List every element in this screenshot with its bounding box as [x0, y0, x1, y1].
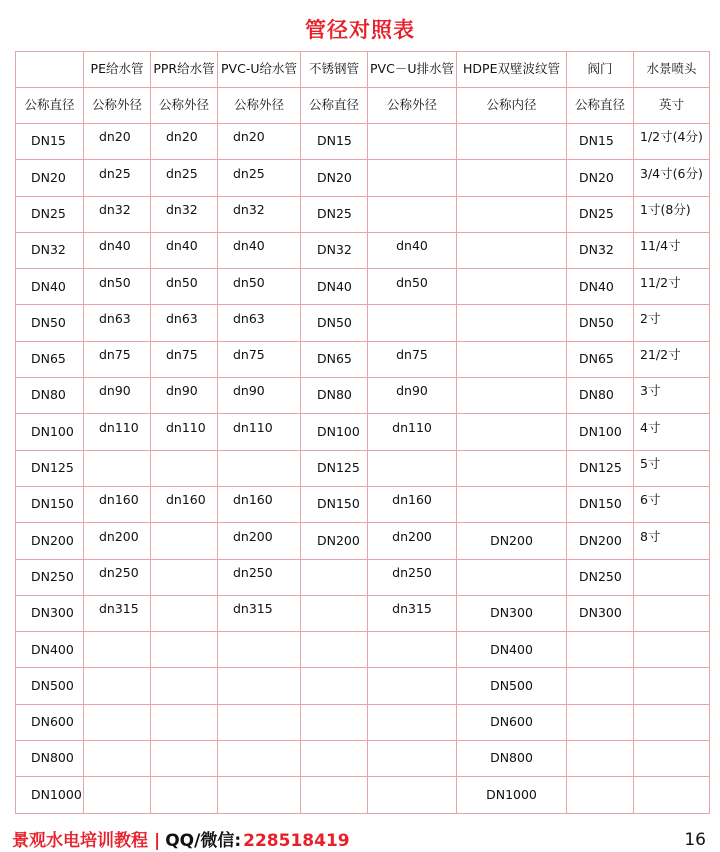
cell-text: 11/4寸: [640, 238, 681, 254]
cell-pe-supply: [84, 704, 151, 740]
cell-valve: DN200: [567, 523, 634, 559]
cell-fountain-nozzle: [634, 741, 710, 777]
cell-ppr-supply: [151, 305, 218, 341]
cell-nominal-diameter: DN400: [16, 632, 84, 668]
cell-pvcu-drain: [368, 414, 457, 450]
cell-text: dn63: [99, 310, 131, 326]
cell-pvcu-drain: [368, 232, 457, 268]
cell-text: 11/2寸: [640, 274, 681, 290]
cell-pe-supply: [84, 595, 151, 631]
cell-text: 1/2寸(4分): [640, 129, 703, 145]
cell-valve: [567, 741, 634, 777]
cell-pvcu-supply: [218, 595, 301, 631]
header-cell-stainless-steel: 不锈钢管: [301, 52, 368, 88]
cell-nominal-diameter: DN40: [16, 269, 84, 305]
cell-fountain-nozzle: [634, 269, 710, 305]
cell-pvcu-supply: [218, 486, 301, 522]
cell-valve: [567, 668, 634, 704]
cell-text: dn90: [396, 383, 428, 399]
table-row: [16, 196, 710, 232]
cell-hdpe-corrugated: [457, 341, 567, 377]
cell-stainless-steel: [301, 777, 368, 813]
cell-nominal-diameter: DN65: [16, 341, 84, 377]
cell-text: dn110: [166, 419, 206, 435]
cell-hdpe-corrugated: [457, 124, 567, 160]
cell-text: dn200: [99, 528, 139, 544]
table-row: [16, 160, 710, 196]
cell-text: dn32: [99, 201, 131, 217]
cell-pvcu-drain: [368, 124, 457, 160]
pipe-size-table: [15, 51, 710, 814]
cell-text: dn110: [392, 419, 432, 435]
cell-nominal-diameter: DN250: [16, 559, 84, 595]
cell-valve: DN150: [567, 486, 634, 522]
cell-fountain-nozzle: [634, 196, 710, 232]
cell-stainless-steel: DN200: [301, 523, 368, 559]
cell-stainless-steel: [301, 595, 368, 631]
cell-pvcu-supply: [218, 341, 301, 377]
header-cell-valve: 阀门: [567, 52, 634, 88]
cell-text: dn50: [233, 274, 265, 290]
table-row: [16, 269, 710, 305]
cell-pvcu-supply: [218, 160, 301, 196]
cell-pe-supply: [84, 378, 151, 414]
cell-pe-supply: [84, 523, 151, 559]
cell-stainless-steel: [301, 704, 368, 740]
cell-pvcu-supply: [218, 305, 301, 341]
cell-pvcu-supply: [218, 269, 301, 305]
cell-ppr-supply: [151, 559, 218, 595]
cell-text: dn110: [99, 419, 139, 435]
cell-pvcu-drain: [368, 269, 457, 305]
cell-hdpe-corrugated: [457, 305, 567, 341]
header-cell-pe-supply: 公称外径: [84, 88, 151, 124]
cell-text: dn32: [166, 201, 198, 217]
header-cell-stainless-steel: 公称直径: [301, 88, 368, 124]
cell-valve: DN15: [567, 124, 634, 160]
cell-ppr-supply: [151, 668, 218, 704]
cell-hdpe-corrugated: [457, 450, 567, 486]
table-row: [16, 378, 710, 414]
cell-stainless-steel: [301, 668, 368, 704]
cell-text: dn200: [233, 528, 273, 544]
footer-contact-label: QQ/微信:: [165, 831, 242, 851]
header-cell-fountain-nozzle: 英寸: [634, 88, 710, 124]
cell-ppr-supply: [151, 704, 218, 740]
table-row: [16, 668, 710, 704]
cell-text: 4寸: [640, 419, 661, 435]
cell-fountain-nozzle: [634, 232, 710, 268]
cell-pvcu-supply: [218, 668, 301, 704]
cell-hdpe-corrugated: [457, 486, 567, 522]
cell-fountain-nozzle: [634, 595, 710, 631]
cell-fountain-nozzle: [634, 124, 710, 160]
cell-pvcu-drain: [368, 196, 457, 232]
cell-ppr-supply: [151, 595, 218, 631]
cell-pe-supply: [84, 450, 151, 486]
cell-pe-supply: [84, 124, 151, 160]
cell-stainless-steel: DN80: [301, 378, 368, 414]
footer-brand: 景观水电培训教程: [12, 831, 148, 851]
cell-text: dn25: [166, 165, 198, 181]
cell-pe-supply: [84, 196, 151, 232]
cell-fountain-nozzle: [634, 704, 710, 740]
footer-contact-number: 228518419: [243, 831, 350, 851]
cell-text: 8寸: [640, 528, 661, 544]
cell-valve: DN20: [567, 160, 634, 196]
cell-nominal-diameter: DN15: [16, 124, 84, 160]
footer: [12, 826, 350, 851]
cell-nominal-diameter: DN20: [16, 160, 84, 196]
header-cell-ppr-supply: PPR给水管: [151, 52, 218, 88]
cell-fountain-nozzle: [634, 632, 710, 668]
cell-pvcu-drain: [368, 523, 457, 559]
cell-pe-supply: [84, 305, 151, 341]
cell-valve: DN50: [567, 305, 634, 341]
table-row: [16, 559, 710, 595]
cell-ppr-supply: [151, 414, 218, 450]
cell-text: dn20: [99, 129, 131, 145]
table-row: [16, 486, 710, 522]
cell-ppr-supply: [151, 341, 218, 377]
cell-valve: [567, 632, 634, 668]
cell-stainless-steel: DN25: [301, 196, 368, 232]
cell-valve: DN65: [567, 341, 634, 377]
cell-hdpe-corrugated: [457, 160, 567, 196]
table-row: [16, 450, 710, 486]
cell-ppr-supply: [151, 378, 218, 414]
header-cell-nominal-diameter: [16, 52, 84, 88]
cell-pe-supply: [84, 232, 151, 268]
cell-pvcu-supply: [218, 704, 301, 740]
cell-text: dn315: [392, 601, 432, 617]
cell-pvcu-supply: [218, 196, 301, 232]
footer-separator: |: [154, 831, 161, 851]
cell-text: dn75: [396, 347, 428, 363]
cell-pvcu-supply: [218, 414, 301, 450]
cell-nominal-diameter: DN800: [16, 741, 84, 777]
cell-text: dn315: [99, 601, 139, 617]
cell-fountain-nozzle: [634, 341, 710, 377]
cell-fountain-nozzle: [634, 414, 710, 450]
cell-stainless-steel: DN150: [301, 486, 368, 522]
cell-ppr-supply: [151, 777, 218, 813]
cell-nominal-diameter: DN25: [16, 196, 84, 232]
cell-nominal-diameter: DN32: [16, 232, 84, 268]
cell-text: dn90: [233, 383, 265, 399]
table-row: [16, 523, 710, 559]
cell-pvcu-drain: [368, 595, 457, 631]
cell-text: 3寸: [640, 383, 661, 399]
cell-pvcu-drain: [368, 632, 457, 668]
cell-fountain-nozzle: [634, 777, 710, 813]
cell-hdpe-corrugated: DN500: [457, 668, 567, 704]
cell-pvcu-drain: [368, 305, 457, 341]
page-title: 管径对照表: [305, 18, 415, 42]
cell-pe-supply: [84, 741, 151, 777]
cell-pvcu-supply: [218, 523, 301, 559]
header-row-measures: [16, 88, 710, 124]
cell-nominal-diameter: DN50: [16, 305, 84, 341]
cell-pvcu-drain: [368, 378, 457, 414]
cell-ppr-supply: [151, 160, 218, 196]
cell-valve: DN250: [567, 559, 634, 595]
cell-text: dn50: [99, 274, 131, 290]
cell-text: 21/2寸: [640, 347, 681, 363]
cell-fountain-nozzle: [634, 523, 710, 559]
cell-pe-supply: [84, 414, 151, 450]
cell-hdpe-corrugated: DN300: [457, 595, 567, 631]
cell-stainless-steel: DN125: [301, 450, 368, 486]
cell-pvcu-supply: [218, 378, 301, 414]
cell-pe-supply: [84, 632, 151, 668]
table-row: [16, 305, 710, 341]
cell-valve: DN40: [567, 269, 634, 305]
cell-text: dn63: [166, 310, 198, 326]
cell-hdpe-corrugated: [457, 269, 567, 305]
cell-text: dn75: [99, 347, 131, 363]
cell-pe-supply: [84, 486, 151, 522]
cell-ppr-supply: [151, 196, 218, 232]
table-row: [16, 124, 710, 160]
cell-hdpe-corrugated: DN400: [457, 632, 567, 668]
cell-text: dn25: [99, 165, 131, 181]
cell-text: dn110: [233, 419, 273, 435]
cell-text: dn50: [166, 274, 198, 290]
cell-valve: DN125: [567, 450, 634, 486]
cell-pe-supply: [84, 269, 151, 305]
cell-nominal-diameter: DN500: [16, 668, 84, 704]
cell-nominal-diameter: DN1000: [16, 777, 84, 813]
table-row: [16, 704, 710, 740]
page-number: 16: [684, 830, 706, 850]
cell-fountain-nozzle: [634, 160, 710, 196]
cell-text: 1寸(8分): [640, 201, 691, 217]
cell-stainless-steel: DN65: [301, 341, 368, 377]
cell-pvcu-supply: [218, 632, 301, 668]
cell-fountain-nozzle: [634, 668, 710, 704]
cell-hdpe-corrugated: DN800: [457, 741, 567, 777]
header-cell-pvcu-drain: 公称外径: [368, 88, 457, 124]
cell-pvcu-supply: [218, 232, 301, 268]
cell-stainless-steel: DN20: [301, 160, 368, 196]
cell-ppr-supply: [151, 269, 218, 305]
header-cell-ppr-supply: 公称外径: [151, 88, 218, 124]
cell-ppr-supply: [151, 523, 218, 559]
cell-text: 3/4寸(6分): [640, 165, 703, 181]
cell-text: dn90: [166, 383, 198, 399]
header-cell-fountain-nozzle: 水景喷头: [634, 52, 710, 88]
cell-text: dn250: [99, 564, 139, 580]
cell-ppr-supply: [151, 741, 218, 777]
cell-fountain-nozzle: [634, 559, 710, 595]
cell-pvcu-drain: [368, 341, 457, 377]
cell-valve: [567, 704, 634, 740]
cell-text: dn63: [233, 310, 265, 326]
cell-valve: DN300: [567, 595, 634, 631]
cell-text: dn200: [392, 528, 432, 544]
cell-pvcu-supply: [218, 450, 301, 486]
cell-pvcu-supply: [218, 777, 301, 813]
cell-fountain-nozzle: [634, 305, 710, 341]
cell-pvcu-supply: [218, 741, 301, 777]
cell-stainless-steel: DN50: [301, 305, 368, 341]
cell-pvcu-drain: [368, 777, 457, 813]
cell-ppr-supply: [151, 486, 218, 522]
cell-text: dn315: [233, 601, 273, 617]
cell-text: dn160: [392, 492, 432, 508]
header-cell-pvcu-supply: 公称外径: [218, 88, 301, 124]
cell-pe-supply: [84, 559, 151, 595]
cell-hdpe-corrugated: DN200: [457, 523, 567, 559]
table-row: [16, 414, 710, 450]
cell-valve: DN80: [567, 378, 634, 414]
cell-pe-supply: [84, 777, 151, 813]
cell-text: dn250: [233, 564, 273, 580]
cell-hdpe-corrugated: [457, 196, 567, 232]
cell-ppr-supply: [151, 232, 218, 268]
cell-nominal-diameter: DN200: [16, 523, 84, 559]
cell-ppr-supply: [151, 450, 218, 486]
table-row: [16, 232, 710, 268]
cell-text: dn160: [166, 492, 206, 508]
cell-pvcu-drain: [368, 559, 457, 595]
cell-text: 2寸: [640, 310, 661, 326]
cell-stainless-steel: [301, 559, 368, 595]
table-row: [16, 341, 710, 377]
cell-text: dn75: [233, 347, 265, 363]
cell-text: dn160: [233, 492, 273, 508]
cell-text: dn50: [396, 274, 428, 290]
cell-text: dn40: [99, 238, 131, 254]
cell-text: dn160: [99, 492, 139, 508]
cell-text: dn40: [233, 238, 265, 254]
table-row: [16, 632, 710, 668]
cell-pvcu-supply: [218, 559, 301, 595]
header-cell-valve: 公称直径: [567, 88, 634, 124]
cell-stainless-steel: DN32: [301, 232, 368, 268]
cell-valve: [567, 777, 634, 813]
cell-pvcu-drain: [368, 741, 457, 777]
cell-pe-supply: [84, 668, 151, 704]
cell-valve: DN25: [567, 196, 634, 232]
cell-valve: DN100: [567, 414, 634, 450]
cell-text: dn75: [166, 347, 198, 363]
cell-text: dn40: [396, 238, 428, 254]
table-row: [16, 741, 710, 777]
table-row: [16, 777, 710, 813]
cell-hdpe-corrugated: [457, 378, 567, 414]
cell-pvcu-drain: [368, 668, 457, 704]
cell-pvcu-drain: [368, 160, 457, 196]
cell-text: 6寸: [640, 492, 661, 508]
cell-text: dn32: [233, 201, 265, 217]
cell-text: dn250: [392, 564, 432, 580]
cell-pe-supply: [84, 341, 151, 377]
cell-stainless-steel: DN100: [301, 414, 368, 450]
cell-nominal-diameter: DN300: [16, 595, 84, 631]
cell-pe-supply: [84, 160, 151, 196]
cell-pvcu-drain: [368, 450, 457, 486]
cell-nominal-diameter: DN600: [16, 704, 84, 740]
cell-nominal-diameter: DN150: [16, 486, 84, 522]
cell-text: dn90: [99, 383, 131, 399]
header-cell-pvcu-drain: PVC－U排水管: [368, 52, 457, 88]
header-cell-pe-supply: PE给水管: [84, 52, 151, 88]
cell-fountain-nozzle: [634, 486, 710, 522]
cell-stainless-steel: [301, 632, 368, 668]
cell-nominal-diameter: DN80: [16, 378, 84, 414]
cell-ppr-supply: [151, 124, 218, 160]
cell-hdpe-corrugated: [457, 232, 567, 268]
cell-text: 5寸: [640, 456, 661, 472]
cell-stainless-steel: DN15: [301, 124, 368, 160]
header-cell-hdpe-corrugated: 公称内径: [457, 88, 567, 124]
cell-pvcu-drain: [368, 486, 457, 522]
cell-text: dn20: [166, 129, 198, 145]
cell-nominal-diameter: DN125: [16, 450, 84, 486]
cell-pvcu-supply: [218, 124, 301, 160]
cell-text: dn25: [233, 165, 265, 181]
cell-text: dn40: [166, 238, 198, 254]
cell-pvcu-drain: [368, 704, 457, 740]
cell-stainless-steel: [301, 741, 368, 777]
header-cell-hdpe-corrugated: HDPE双壁波纹管: [457, 52, 567, 88]
cell-fountain-nozzle: [634, 378, 710, 414]
cell-hdpe-corrugated: DN1000: [457, 777, 567, 813]
header-row-pipe-types: [16, 52, 710, 88]
header-cell-nominal-diameter: 公称直径: [16, 88, 84, 124]
cell-valve: DN32: [567, 232, 634, 268]
cell-stainless-steel: DN40: [301, 269, 368, 305]
cell-fountain-nozzle: [634, 450, 710, 486]
header-cell-pvcu-supply: PVC-U给水管: [218, 52, 301, 88]
cell-hdpe-corrugated: [457, 559, 567, 595]
table-row: [16, 595, 710, 631]
cell-text: dn20: [233, 129, 265, 145]
cell-nominal-diameter: DN100: [16, 414, 84, 450]
cell-hdpe-corrugated: DN600: [457, 704, 567, 740]
cell-hdpe-corrugated: [457, 414, 567, 450]
cell-ppr-supply: [151, 632, 218, 668]
